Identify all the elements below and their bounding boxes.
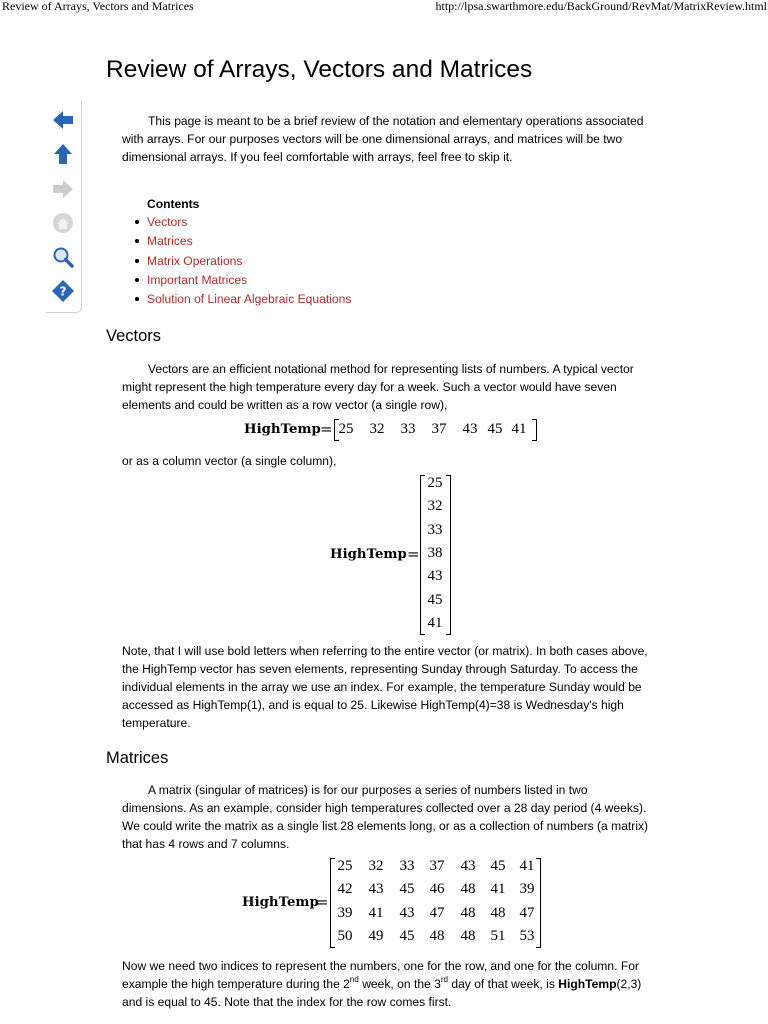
search-icon[interactable] — [51, 245, 75, 269]
list-item — [132, 291, 351, 310]
matrix-element: 48 — [460, 881, 476, 897]
matrix-element: 43 — [460, 858, 476, 874]
toc-link-vectors[interactable]: Vectors — [147, 215, 188, 229]
print-header-title: Review of Arrays, Vectors and Matrices — [2, 0, 194, 13]
matrix-element: 32 — [368, 858, 384, 874]
help-icon[interactable] — [51, 279, 75, 303]
superscript: rd — [440, 974, 448, 984]
matrix-element: 43 — [368, 881, 384, 897]
column-vector-element: 43 — [427, 568, 443, 584]
print-header — [0, 0, 768, 14]
row-vector-element: 25 — [338, 421, 354, 437]
matrix-element: 46 — [429, 881, 445, 897]
column-vector-element: 33 — [427, 522, 443, 538]
back-arrow-icon[interactable] — [51, 108, 75, 132]
column-vector-right-bracket — [446, 475, 451, 635]
column-vector-element: 41 — [427, 615, 443, 631]
matrix-element: 50 — [337, 928, 353, 944]
row-vector-element: 45 — [487, 421, 503, 437]
row-vector-label: HighTemp — [244, 422, 321, 437]
para-text: Now we need two indices to represent the numbers, one for the row, and one for the column. For example the high temperature during the 2 — [122, 959, 639, 991]
column-vector-element: 38 — [427, 545, 443, 561]
matrix-element: 39 — [519, 881, 535, 897]
matrices-paragraph-2 — [122, 957, 656, 1011]
row-vector-element: 41 — [511, 421, 527, 437]
contents-list — [132, 214, 351, 310]
matrix-element: 37 — [429, 858, 445, 874]
contents-heading: Contents — [147, 197, 200, 211]
nav-toolbar — [46, 100, 82, 313]
row-vector-element: 32 — [369, 421, 385, 437]
row-vector-equation — [244, 418, 544, 444]
matrix-element: 47 — [429, 905, 445, 921]
matrix-element: 45 — [399, 881, 415, 897]
row-vector-element: 43 — [462, 421, 478, 437]
up-arrow-icon[interactable] — [51, 142, 75, 166]
equals-sign: = — [320, 420, 333, 438]
matrix-element: 51 — [490, 928, 506, 944]
equals-sign: = — [316, 893, 329, 911]
matrix-element: 25 — [337, 858, 353, 874]
intro-paragraph: This page is meant to be a brief review of the notation and elementary operations associated with arrays. For our purposes vectors will be one dimensional arrays, and matrices will be two dimensional arrays. If you feel comfortable with arrays, feel free to skip it. — [122, 114, 644, 164]
matrix-element: 48 — [460, 905, 476, 921]
matrix-element: 53 — [519, 928, 535, 944]
matrix-element: 33 — [399, 858, 415, 874]
list-item — [132, 233, 351, 252]
matrix-element: 47 — [519, 905, 535, 921]
svg-text:?: ? — [59, 284, 67, 299]
toc-link-solution-linear-equations[interactable]: Solution of Linear Algebraic Equations — [147, 292, 352, 307]
row-vector-element: 37 — [431, 421, 447, 437]
toc-link-matrices[interactable]: Matrices — [147, 234, 193, 249]
list-item — [132, 214, 351, 233]
vectors-heading: Vectors — [106, 327, 162, 345]
matrix-label: HighTemp — [242, 895, 319, 910]
para-text: week, on the 3 — [358, 977, 441, 991]
matrices-heading: Matrices — [106, 749, 169, 767]
vectors-paragraph-2: or as a column vector (a single column), — [122, 454, 337, 468]
matrix-element: 48 — [490, 905, 506, 921]
column-vector-element: 45 — [427, 592, 443, 608]
matrix-element: 41 — [519, 858, 535, 874]
matrix-element: 45 — [490, 858, 506, 874]
row-vector-element: 33 — [400, 421, 416, 437]
superscript: nd — [349, 974, 359, 984]
row-vector-right-bracket — [532, 419, 537, 441]
matrix-equation — [242, 855, 552, 950]
page-title: Review of Arrays, Vectors and Matrices — [106, 56, 533, 83]
vectors-paragraph-1: Vectors are an efficient notational method for representing lists of numbers. A typical vector might represent the high temperature every day for a week. Such a vector would have seven elements and could be written as a row vector (a single row), — [122, 362, 634, 412]
column-vector-element: 25 — [427, 475, 443, 491]
para-text: day of that week, is — [447, 977, 559, 991]
vectors-paragraph-3: Note, that I will use bold letters when referring to the entire vector (or matrix). In both cases above, the HighTemp vector has seven elements, representing Sunday through Saturday. To access the individual elements in the array we use an index. For example, the temperature Sunday would be accessed as HighTemp(1), and is equal to 25. Likewise HighTemp(4)=38 is Wednesday's high temperature. — [122, 644, 648, 730]
column-vector-equation — [330, 472, 470, 638]
bold-term: HighTemp — [558, 977, 617, 991]
print-header-url: http://lpsa.swarthmore.edu/BackGround/RevMat/MatrixReview.html — [435, 0, 767, 13]
matrix-element: 45 — [399, 928, 415, 944]
matrix-element: 42 — [337, 881, 353, 897]
home-icon — [51, 211, 75, 235]
matrix-element: 48 — [460, 928, 476, 944]
matrix-element: 41 — [490, 881, 506, 897]
list-item — [132, 272, 351, 291]
list-item — [132, 253, 351, 272]
column-vector-label: HighTemp — [330, 547, 407, 562]
equals-sign: = — [407, 545, 420, 563]
matrix-element: 39 — [337, 905, 353, 921]
toc-link-important-matrices[interactable]: Important Matrices — [147, 272, 248, 287]
matrix-element: 48 — [429, 928, 445, 944]
column-vector-element: 32 — [427, 498, 443, 514]
forward-arrow-icon — [51, 177, 75, 201]
toc-link-matrix-operations[interactable]: Matrix Operations — [147, 253, 243, 268]
matrix-element: 49 — [368, 928, 384, 944]
matrix-element: 41 — [368, 905, 384, 921]
para-text: (2,3) and is equal to 45. Note that the index for the row comes first. — [122, 977, 642, 1009]
matrix-element: 43 — [399, 905, 415, 921]
matrices-paragraph-1: A matrix (singular of matrices) is for our purposes a series of numbers listed in two dimensions. As an example, consider high temperatures collected over a 28 day period (4 weeks). We could write the matrix as a single list 28 elements long, or as a collection of numbers (a matrix) that has 4 rows and 7 columns. — [122, 783, 649, 851]
